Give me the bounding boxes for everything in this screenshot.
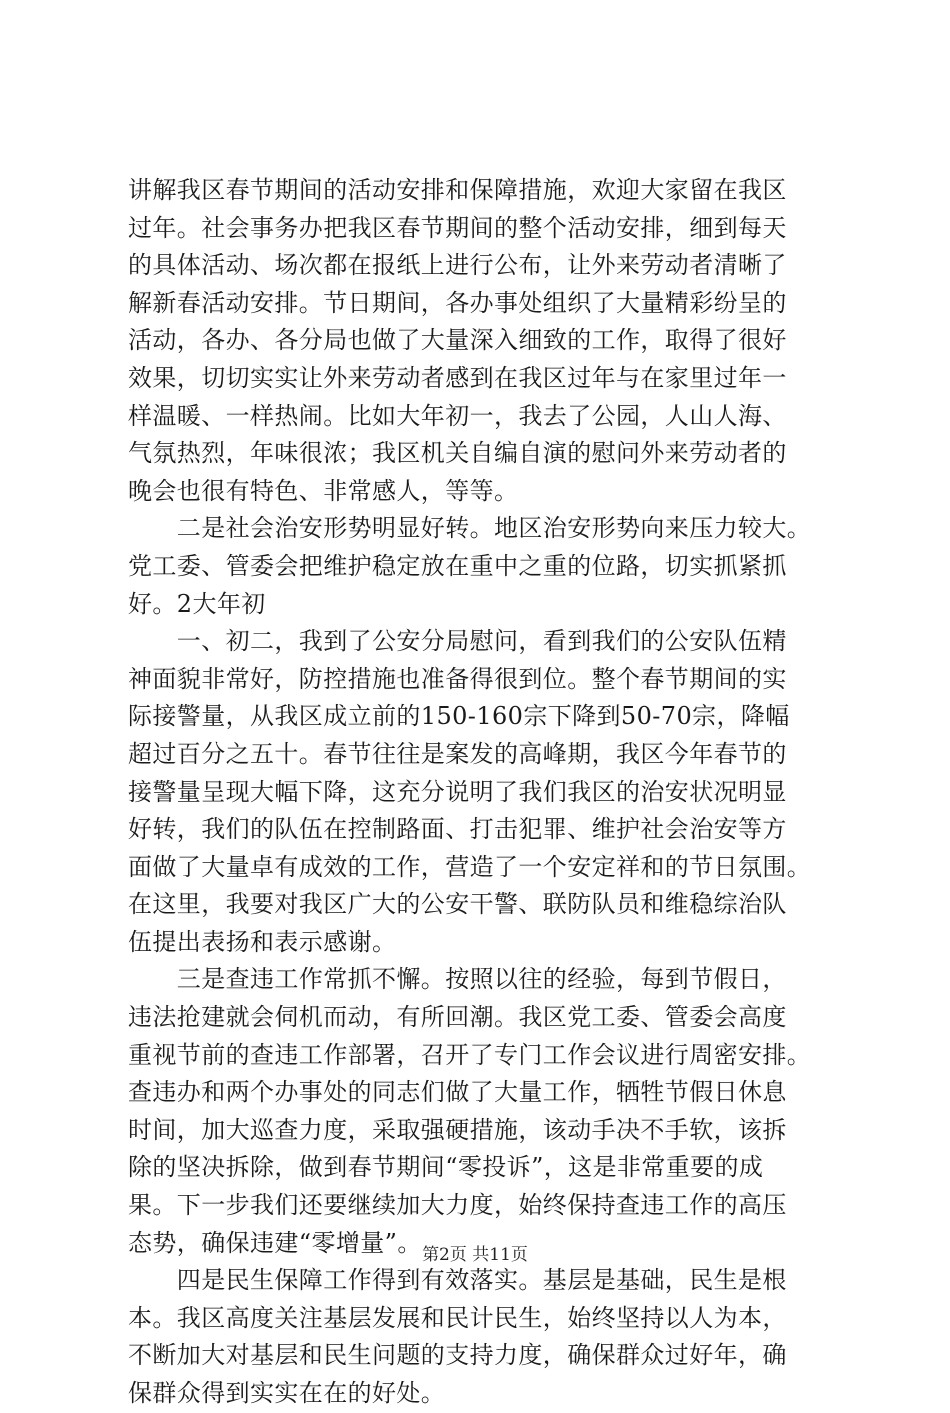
text-line: 伍提出表扬和表示感谢。 (128, 927, 397, 956)
text-line: 面做了大量卓有成效的工作，营造了一个安定祥和的节日氛围。 (128, 852, 812, 881)
body-text (128, 172, 840, 1413)
text-line: 晚会也很有特色、非常感人，等等。 (128, 476, 519, 505)
text-line: 好转，我们的队伍在控制路面、打击犯罪、维护社会治安等方 (128, 815, 787, 844)
text-line: 气氛热烈，年味很浓；我区机关自编自演的慰问外来劳动者的 (128, 439, 787, 468)
text-line: 不断加大对基层和民生问题的支持力度，确保群众过好年，确 (128, 1341, 787, 1370)
text-line: 态势，确保违建“零增量”。 (128, 1228, 422, 1257)
text-line: 活动，各办、各分局也做了大量深入细致的工作，取得了很好 (128, 326, 787, 355)
text-line: 效果，切切实实让外来劳动者感到在我区过年与在家里过年一 (128, 363, 787, 392)
text-line: 在这里，我要对我区广大的公安干警、联防队员和维稳综治队 (128, 890, 787, 919)
text-line: 违法抢建就会伺机而动，有所回潮。我区党工委、管委会高度 (128, 1003, 787, 1032)
text-line: 二是社会治安形势明显好转。地区治安形势向来压力较大。 (128, 514, 812, 543)
text-line: 保群众得到实实在在的好处。 (128, 1379, 446, 1407)
text-line: 神面貌非常好，防控措施也准备得很到位。整个春节期间的实 (128, 664, 787, 693)
text-line: 际接警量，从我区成立前的150-160宗下降到50-70宗，降幅 (128, 702, 790, 731)
text-line: 好。2大年初 (128, 589, 266, 618)
text-line: 四是民生保障工作得到有效落实。基层是基础，民生是根 (128, 1266, 787, 1295)
text-line: 的具体活动、场次都在报纸上进行公布，让外来劳动者清晰了 (128, 251, 787, 280)
text-line: 查违办和两个办事处的同志们做了大量工作，牺牲节假日休息 (128, 1078, 787, 1107)
text-line: 果。下一步我们还要继续加大力度，始终保持查违工作的高压 (128, 1191, 787, 1220)
text-line: 超过百分之五十。春节往往是案发的高峰期，我区今年春节的 (128, 739, 787, 768)
text-line: 样温暖、一样热闹。比如大年初一，我去了公园，人山人海、 (128, 401, 787, 430)
text-line: 接警量呈现大幅下降，这充分说明了我们我区的治安状况明显 (128, 777, 787, 806)
text-line: 讲解我区春节期间的活动安排和保障措施，欢迎大家留在我区 (128, 176, 787, 204)
text-line: 党工委、管委会把维护稳定放在重中之重的位路，切实抓紧抓 (128, 551, 787, 580)
text-line: 解新春活动安排。节日期间，各办事处组织了大量精彩纷呈的 (128, 288, 787, 317)
page-footer: 第2页 共11页 (422, 1245, 528, 1265)
text-line: 除的坚决拆除，做到春节期间“零投诉”，这是非常重要的成 (128, 1153, 764, 1182)
text-line: 时间，加大巡查力度，采取强硬措施，该动手决不手软，该拆 (128, 1115, 787, 1144)
text-line: 过年。社会事务办把我区春节期间的整个活动安排，细到每天 (128, 213, 787, 242)
text-line: 重视节前的查违工作部署，召开了专门工作会议进行周密安排。 (128, 1040, 812, 1069)
text-line: 三是查违工作常抓不懈。按照以往的经验，每到节假日， (128, 965, 787, 994)
text-line: 本。我区高度关注基层发展和民计民生，始终坚持以人为本， (128, 1303, 787, 1332)
text-line: 一、初二，我到了公安分局慰问，看到我们的公安队伍精 (128, 627, 787, 656)
